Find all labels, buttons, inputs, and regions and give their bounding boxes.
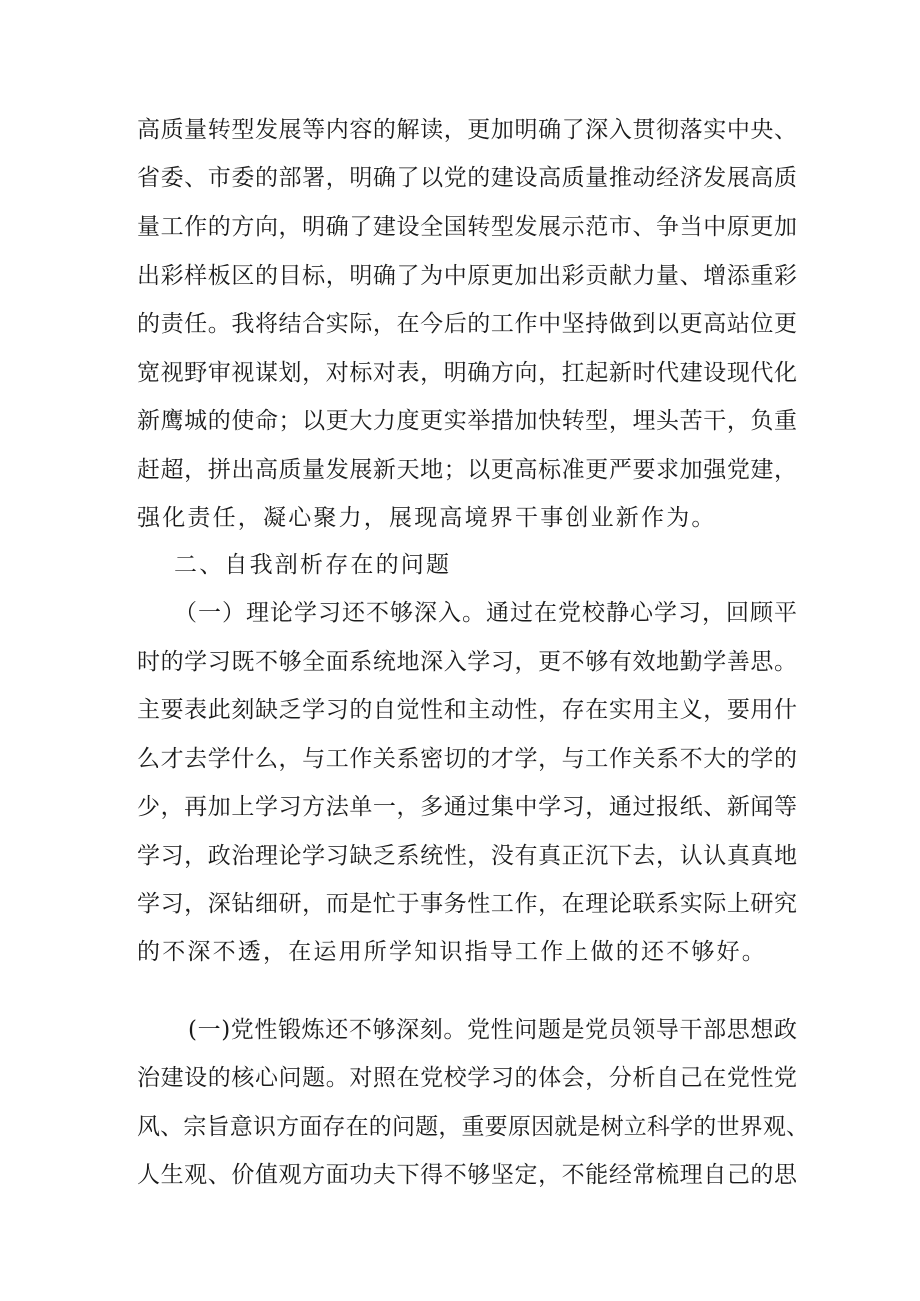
paragraph-3-line-4: 人生观、价值观方面功夫下得不够坚定，不能经常梳理自己的思 <box>137 1162 797 1188</box>
paragraph-1-line-4: 出彩样板区的目标，明确了为中原更加出彩贡献力量、增添重彩 <box>137 263 797 289</box>
paragraph-2-line-2: 时的学习既不够全面系统地深入学习，更不够有效地勤学善思。 <box>137 649 797 675</box>
paragraph-1-line-2: 省委、市委的部署，明确了以党的建设高质量推动经济发展高质 <box>137 165 797 191</box>
paragraph-2-line-3: 主要表此刻缺乏学习的自觉性和主动性，存在实用主义，要用什 <box>137 697 797 723</box>
paragraph-1-line-9: 强化责任，凝心聚力，展现高境界干事创业新作为。 <box>137 505 717 531</box>
paragraph-1-line-7: 新鹰城的使命；以更大力度更实举措加快转型，埋头苦干，负重 <box>137 408 797 434</box>
paragraph-1-line-6: 宽视野审视谋划，对标对表，明确方向，扛起新时代建设现代化 <box>137 360 797 386</box>
paragraph-2-line-4: 么才去学什么，与工作关系密切的才学，与工作关系不大的学的 <box>137 746 797 772</box>
paragraph-1-line-3: 量工作的方向，明确了建设全国转型发展示范市、争当中原更加 <box>137 214 797 240</box>
paragraph-3-line-2: 治建设的核心问题。对照在党校学习的体会，分析自己在党性党 <box>137 1065 797 1091</box>
paragraph-2-line-7: 学习，深钻细研，而是忙于事务性工作，在理论联系实际上研究 <box>137 891 797 917</box>
paragraph-1-line-1: 高质量转型发展等内容的解读，更加明确了深入贯彻落实中央、 <box>137 117 797 143</box>
paragraph-2-line-8: 的不深不透，在运用所学知识指导工作上做的还不够好。 <box>137 939 767 965</box>
paragraph-3-line-3: 风、宗旨意识方面存在的问题，重要原因就是树立科学的世界观、 <box>137 1114 809 1140</box>
paragraph-2-line-1: （一）理论学习还不够深入。通过在党校静心学习，回顾平 <box>174 600 797 626</box>
paragraph-1-line-5: 的责任。我将结合实际，在今后的工作中坚持做到以更高站位更 <box>137 311 797 337</box>
section-heading: 二、自我剖析存在的问题 <box>174 552 452 578</box>
paragraph-2-line-6: 学习，政治理论学习缺乏系统性，没有真正沉下去，认认真真地 <box>137 843 797 869</box>
paragraph-3-line-1: (一)党性锻炼还不够深刻。党性问题是党员领导干部思想政 <box>188 1017 797 1043</box>
paragraph-2-line-5: 少，再加上学习方法单一，多通过集中学习，通过报纸、新闻等 <box>137 794 797 820</box>
paragraph-1-line-8: 赶超，拼出高质量发展新天地；以更高标准更严要求加强党建， <box>137 457 797 483</box>
